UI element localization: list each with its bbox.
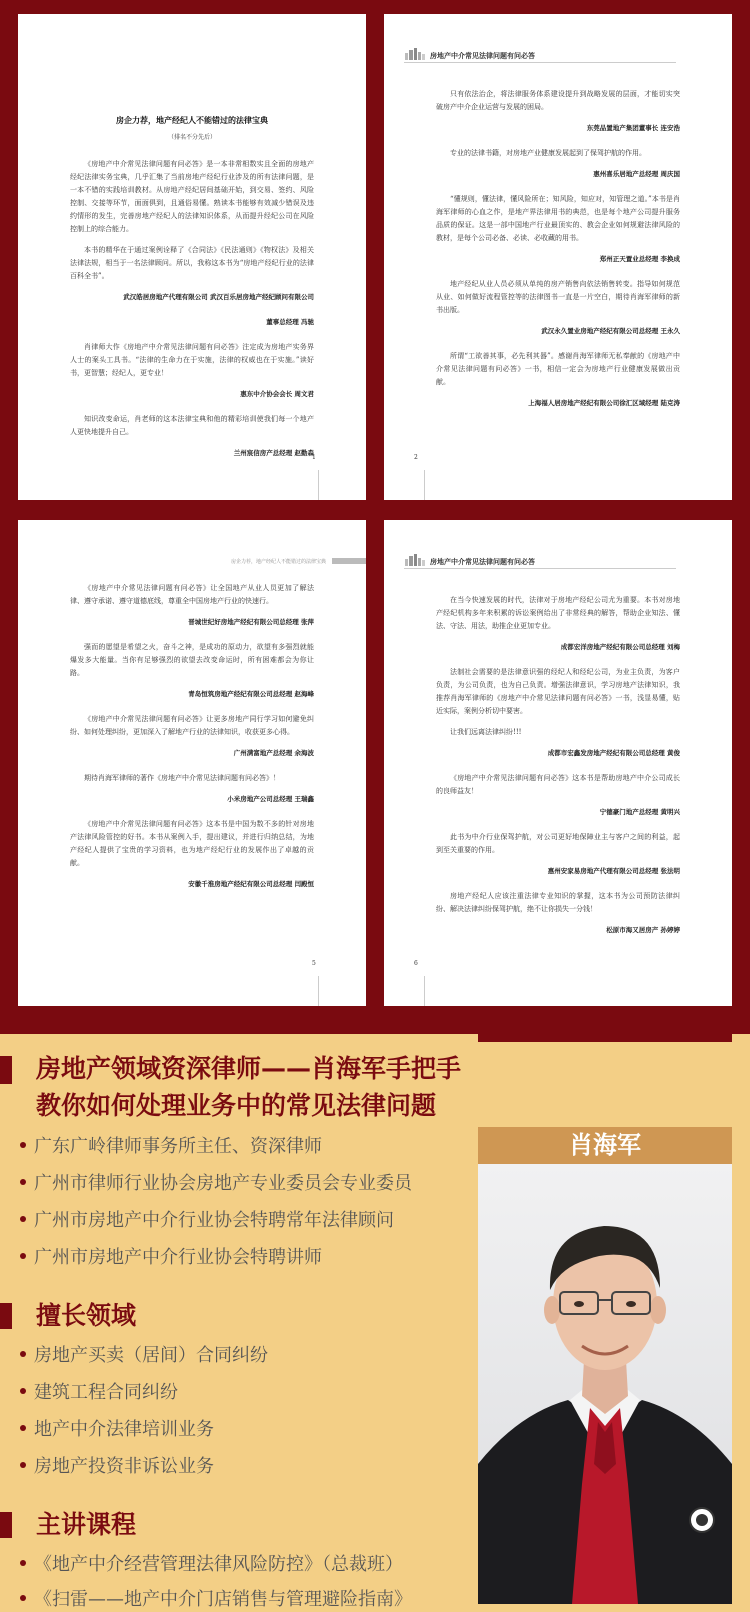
course-text: 《扫雷——地产中介门店销售与管理避险指南》 [34, 1589, 412, 1610]
bullet-dot-icon [20, 1142, 26, 1148]
page-number: 6 [414, 960, 418, 967]
course-item [20, 1553, 403, 1577]
bullet-dot-icon [20, 1388, 26, 1394]
credential-item [20, 1172, 412, 1196]
credential-text: 广州市房地产中介行业协会特聘讲师 [34, 1247, 322, 1268]
course-text: 《地产中介经营管理法律风险防控》（总裁班） [34, 1554, 403, 1575]
page-number: 1 [312, 454, 316, 461]
bullet-dot-icon [20, 1253, 26, 1259]
endorsement-paragraph: 此书为中介行业保驾护航，对公司更好地保障业主与客户之间的利益，起到至关重要的作用。 [436, 833, 680, 854]
bullet-dot-icon [20, 1425, 26, 1431]
endorsement-paragraph: 本书的精华在于通过案例诠释了《合同法》《民法通则》《物权法》及相关法律法规，相当于一名法律顾问。所以，我称这本书为“房地产经纪行业的法律百科全书”。 [70, 246, 314, 280]
page-header [66, 556, 366, 566]
bullet-dot-icon [20, 1595, 26, 1601]
page-5-body [70, 582, 314, 903]
page-1-body [70, 114, 314, 472]
endorsement-signature: 成都市宏鑫发房地产经纪有限公司总经理 黄俊 [547, 749, 680, 757]
building-logo-icon [404, 554, 426, 566]
book-page-2 [384, 14, 732, 500]
endorsement-signature: 青岛恒筑房地产经纪有限公司总经理 赵海峰 [188, 690, 314, 698]
endorsement-paragraph: 法制社会需要的是法律意识强的经纪人和经纪公司，为业主负责，为客户负责，为公司负责，也为自己负责。增强法律意识，学习房地产法律知识，我推荐肖海军律师的《房地产中介常见法律问题有问必答》一书，浅显易懂，贴近实际，案例分析切中要害。 [436, 668, 680, 715]
page-2-blocks [436, 88, 680, 410]
expertise-item [20, 1381, 178, 1405]
endorsement-signature: 安徽千淮房地产经纪有限公司总经理 闫殿恒 [188, 880, 314, 888]
section-tab [478, 1028, 732, 1042]
credential-item [20, 1246, 322, 1270]
section-marker [0, 1303, 12, 1329]
expertise-text: 地产中介法律培训业务 [34, 1419, 214, 1440]
bullet-dot-icon [20, 1462, 26, 1468]
expertise-text: 房地产买卖（居间）合同纠纷 [34, 1345, 268, 1366]
credential-text: 广州市律师行业协会房地产专业委员会专业委员 [34, 1173, 412, 1194]
page-5-blocks [70, 582, 314, 891]
credential-item [20, 1135, 322, 1159]
endorsement-signature: 松原市海又居房产 孙婷婷 [606, 926, 680, 934]
endorsement-signature: 广州满富地产总经理 余海波 [233, 749, 314, 757]
page-1-subtitle: （排名不分先后） [167, 134, 216, 141]
bullet-dot-icon [20, 1179, 26, 1185]
book-page-1 [18, 14, 366, 500]
building-logo-icon [404, 48, 426, 60]
endorsement-paragraph: 期待肖海军律师的著作《房地产中介常见法律问题有问必答》！ [84, 774, 280, 782]
page-number: 2 [414, 454, 418, 461]
endorsement-paragraph: 《房地产中介常见法律问题有问必答》让更多房地产同行学习如何避免纠纷、如何处理纠纷，更加深入了解地产行业的法律知识，收获更多心得。 [70, 715, 314, 736]
endorsement-signature: 惠东中介协会会长 周文君 [240, 390, 314, 398]
course-item [20, 1588, 412, 1612]
credential-text: 广东广岭律师事务所主任、资深律师 [34, 1136, 322, 1157]
endorsement-paragraph: 地产经纪从业人员必须从单纯的房产销售向依法销售转变。指导如何规范从业、如何做好流程管控等的法律图书一直是一片空白，期待肖海军律师的新书出版。 [436, 280, 680, 314]
endorsement-paragraph: 《房地产中介常见法律问题有问必答》让全国地产从业人员更加了解法律、遵守承诺、遵守道德底线，尊重全中国房地产行业的快速行。 [70, 584, 314, 605]
page-1-title: 房企力荐，地产经纪人不能错过的法律宝典 [116, 115, 268, 125]
page-number: 5 [312, 960, 316, 967]
page-header [404, 48, 676, 63]
page-header-title: 房企力荐，地产经纪人不能错过的法律宝典 [230, 559, 326, 565]
endorsement-paragraph: 房地产经纪人应该注重法律专业知识的掌握，这本书为公司预防法律纠纷、解决法律纠纷保驾护航，绝不让你损失一分钱！ [436, 892, 680, 913]
page-divider [318, 976, 319, 1006]
credential-item [20, 1209, 394, 1233]
profile-headline [36, 1050, 476, 1124]
page-divider [318, 470, 319, 500]
endorsement-signature: 东莞品置地产集团董事长 连安浩 [586, 124, 680, 132]
page-2-body [436, 88, 680, 422]
endorsement-paragraph: 只有依法治企，将法律服务体系建设提升到战略发展的层面，才能切实突破房产中介企业运营与发展的困局。 [436, 90, 680, 111]
page-6-body [436, 594, 680, 949]
endorsement-signature: 董事总经理 冯驰 [266, 318, 314, 326]
bullet-dot-icon [20, 1560, 26, 1566]
endorsement-signature: 惠州喜乐居地产总经理 周庆国 [593, 170, 680, 178]
book-page-5 [18, 520, 366, 1006]
section-marker [0, 1056, 12, 1084]
endorsement-paragraph: 《房地产中介常见法律问题有问必答》这本书是帮助房地产中介公司成长的良师益友！ [436, 774, 680, 795]
endorsement-paragraph: 让我们远离法律纠纷!!! [450, 728, 522, 736]
book-page-6 [384, 520, 732, 1006]
lawyer-name-box: 肖海军 [478, 1127, 732, 1164]
endorsement-paragraph: 《房地产中介常见法律问题有问必答》这本书是中国为数不多的针对房地产法律风险管控的好书。本书从案例入手，提出建议，并进行归纳总结，为地产经纪人提供了宝贵的学习资料，也为地产经纪行业的发展作出了卓越的贡献。 [70, 820, 314, 867]
endorsement-signature: 小米房地产公司总经理 王瑞鑫 [227, 795, 314, 803]
endorsement-signature: 兰州宸信房产总经理 赵勤森 [233, 449, 314, 457]
page-header-title: 房地产中介常见法律问题有问必答 [430, 51, 535, 60]
credential-text: 广州市房地产中介行业协会特聘常年法律顾问 [34, 1210, 394, 1231]
page-divider [424, 470, 425, 500]
expertise-text: 房地产投资非诉讼业务 [34, 1456, 214, 1477]
endorsement-signature: 成都宏洋房地产经纪有限公司总经理 刘梅 [560, 643, 680, 651]
expertise-title: 擅长领域 [36, 1301, 137, 1330]
endorsement-signature: 上海福人居房地产经纪有限公司徐汇区域经理 陆克涛 [528, 399, 680, 407]
section-marker [0, 1512, 12, 1538]
page-1-blocks [70, 158, 314, 460]
endorsement-paragraph: “懂规则，懂法律，懂风险所在；知风险，知应对，知管理之道。”本书是肖海军律师的心血之作，是地产界法律用书的典范，也是每个地产公司提升服务品质的保证。这是一部中国地产行业最顶实的、教会企业如何规避法律风险的教材，是每个公司必备、必读、必收藏的用书。 [436, 195, 680, 242]
bullet-dot-icon [20, 1216, 26, 1222]
lawyer-photo [478, 1164, 732, 1604]
bullet-dot-icon [20, 1351, 26, 1357]
expertise-item [20, 1455, 214, 1479]
page-divider [424, 976, 425, 1006]
expertise-item [20, 1418, 214, 1442]
endorsement-paragraph: 《房地产中介常见法律问题有问必答》是一本非常相数实且全面的房地产经纪法律实务宝典，几乎汇集了当前房地产经纪行业涉及的所有法律问题，是一本不错的实践培训教材。从房地产经纪居间基础开始，到交易、签约、风险控制、交接等环节，面面俱到，且通俗易懂。熟读本书能够有效减少错误及违约情形的发生，完善房地产经纪人的法律知识体系，从而提升经纪公司在风险控制上的综合能力。 [70, 160, 314, 233]
page-header [404, 554, 676, 569]
lawyer-portrait-icon [478, 1164, 732, 1604]
page-6-blocks [436, 594, 680, 937]
headline-line-1: 房地产领域资深律师——肖海军手把手 [36, 1054, 462, 1083]
endorsement-paragraph: 强而的愿望是希望之火，奋斗之神，是成功的原动力，欲望有多强烈就能爆发多大能量。当你有足够强烈的欲望去改变命运时，所有困难都会为你让路。 [70, 643, 314, 677]
endorsement-signature: 郑州正天置业总经理 李换成 [599, 255, 680, 263]
page-header-title: 房地产中介常见法律问题有问必答 [430, 557, 535, 566]
endorsement-paragraph: 所谓“工欲善其事，必先利其器”。感谢肖海军律师无私奉献的《房地产中介常见法律问题有问必答》一书，相信一定会为房地产行业健康发展做出贡献。 [436, 352, 680, 386]
endorsement-paragraph: 专业的法律书籍，对房地产业健康发展起到了保驾护航的作用。 [450, 149, 646, 157]
endorsement-paragraph: 肖律师大作《房地产中介常见法律问题有问必答》注定成为房地产实务界人士的案头工具书。“法律的生命力在于实施，法律的权威也在于实施。”读好书，更智慧；经纪人，更专业！ [70, 343, 314, 377]
endorsement-paragraph: 知识改变命运，肖老师的这本法律宝典和他的精彩培训使我们每一个地产人更快地提升自己。 [70, 415, 314, 436]
endorsement-signature: 武汉皓居房地产代理有限公司 武汉百乐居房地产经纪顾问有限公司 [123, 293, 314, 301]
endorsement-signature: 惠州安家易房地产代理有限公司总经理 张法明 [547, 867, 680, 875]
endorsement-signature: 宁德豪门地产总经理 黄明兴 [599, 808, 680, 816]
header-bar [332, 558, 366, 564]
endorsement-signature: 晋城世纪好房地产经纪有限公司总经理 张萍 [188, 618, 314, 626]
expertise-item [20, 1344, 268, 1368]
endorsement-paragraph: 在当今快速发展的时代，法律对于房地产经纪公司尤为重要。本书对房地产经纪机构多年来积累的诉讼案例给出了非常经典的解答，帮助企业知法、懂法、守法、用法，助推企业更加专业。 [436, 596, 680, 630]
endorsement-signature: 武汉永久置业房地产经纪有限公司总经理 王永久 [541, 327, 680, 335]
expertise-text: 建筑工程合同纠纷 [34, 1382, 178, 1403]
headline-line-2: 教你如何处理业务中的常见法律问题 [36, 1091, 437, 1120]
courses-title: 主讲课程 [36, 1510, 137, 1539]
